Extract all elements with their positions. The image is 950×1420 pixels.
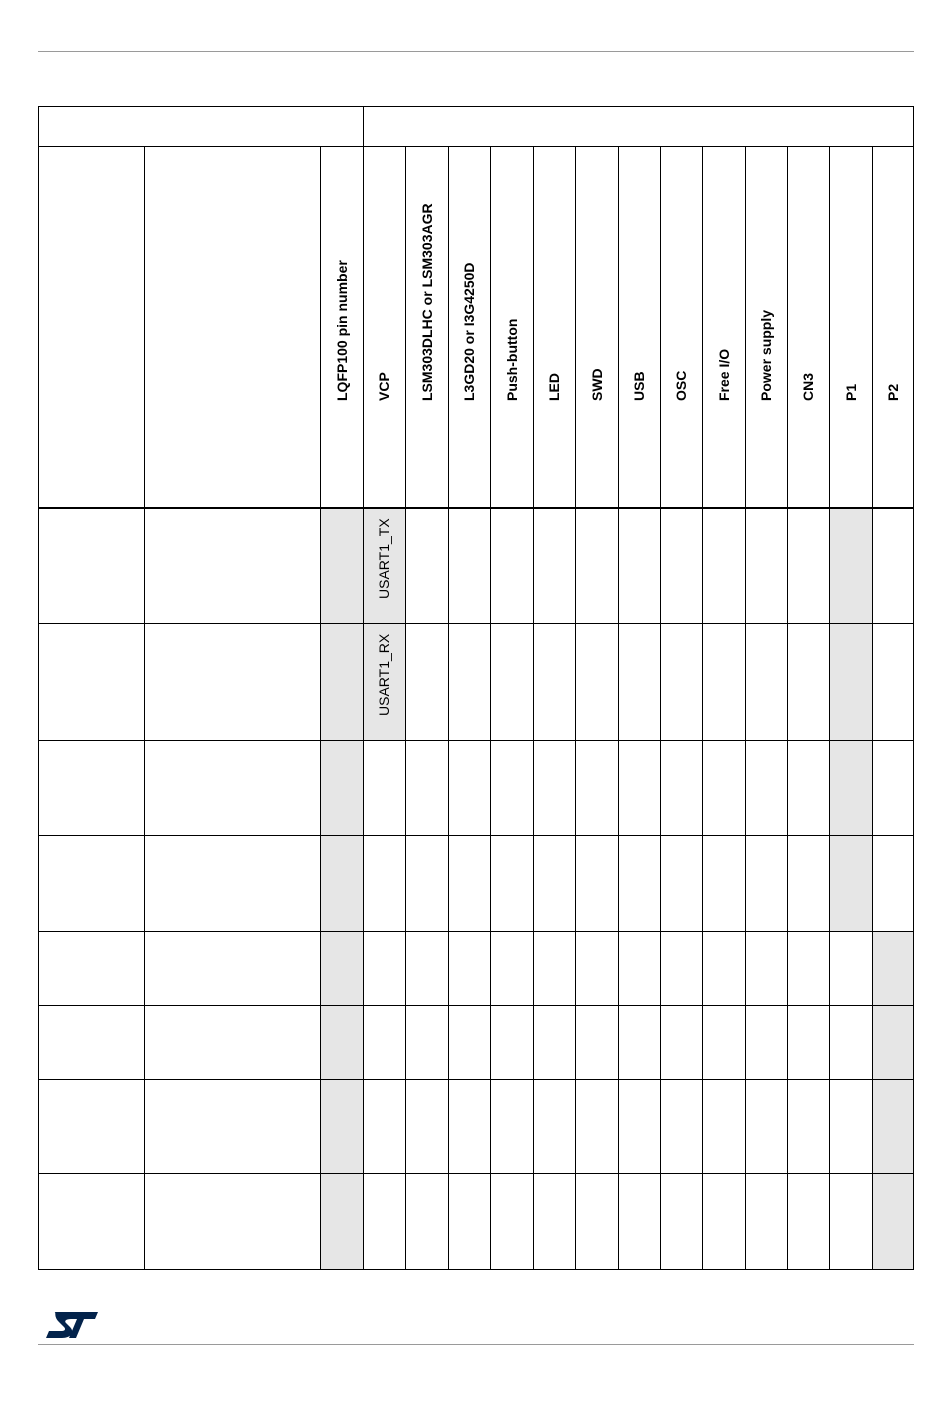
table-cell-vcp (363, 507, 405, 623)
table-cell-cn3 (787, 507, 829, 623)
table-cell-cn3 (787, 1173, 829, 1270)
column-header-label: CN3 (800, 372, 816, 401)
group-divider (38, 146, 914, 147)
column-header-p2 (872, 146, 914, 507)
table-cell-p1 (829, 1079, 872, 1173)
table-cell-osc (660, 1079, 702, 1173)
table-cell-lqfp (320, 1079, 363, 1173)
table-cell-usb (618, 623, 660, 740)
column-divider (660, 146, 661, 1270)
table-left-border (38, 106, 39, 1270)
table-cell-vcp (363, 1005, 405, 1079)
row-divider (38, 835, 914, 836)
table-cell-lqfp (320, 740, 363, 835)
table-cell-freeio (702, 1173, 745, 1270)
st-logo-icon (44, 1310, 100, 1340)
table-cell-label (38, 507, 144, 623)
column-header-label: P2 (885, 383, 901, 401)
table-cell-push (490, 507, 533, 623)
column-header-osc (660, 146, 702, 507)
table-cell-osc (660, 835, 702, 931)
bottom-rule (38, 1344, 914, 1345)
table-cell-vcp (363, 835, 405, 931)
table-cell-osc (660, 623, 702, 740)
table-cell-cn3 (787, 623, 829, 740)
table-cell-l3g (448, 1079, 490, 1173)
table-cell-swd (575, 1173, 618, 1270)
row-divider (38, 1173, 914, 1174)
column-divider (702, 146, 703, 1270)
table-cell-osc (660, 931, 702, 1005)
table-cell-freeio (702, 835, 745, 931)
table-cell-lsm (405, 1005, 448, 1079)
table-cell-power (745, 507, 787, 623)
table-cell-led (533, 740, 575, 835)
table-cell-label (38, 835, 144, 931)
vcp-signal-label: USART1_RX (376, 633, 392, 716)
table-cell-l3g (448, 507, 490, 623)
column-header-push (490, 146, 533, 507)
table-cell-lsm (405, 1173, 448, 1270)
column-header-label: Free I/O (715, 348, 732, 401)
table-cell-p2 (872, 1079, 914, 1173)
table-cell-freeio (702, 623, 745, 740)
table-cell-vcp (363, 931, 405, 1005)
column-header-label: Push-button (503, 318, 520, 401)
table-cell-l3g (448, 623, 490, 740)
row-divider (38, 1079, 914, 1080)
column-header-label: L3GD20 or I3G4250D (461, 262, 477, 401)
vcp-signal-label: USART1_TX (376, 518, 392, 599)
table-cell-push (490, 623, 533, 740)
table-cell-lqfp (320, 623, 363, 740)
column-divider (144, 146, 145, 1270)
table-cell-usb (618, 931, 660, 1005)
table-cell-power (745, 931, 787, 1005)
table-cell-vcp (363, 740, 405, 835)
column-divider (490, 146, 491, 1270)
column-header-l3g (448, 146, 490, 507)
table-cell-led (533, 1005, 575, 1079)
column-header-label: OSC (673, 370, 689, 401)
table-cell-lqfp (320, 931, 363, 1005)
table-cell-p2 (872, 835, 914, 931)
table-cell-cn3 (787, 740, 829, 835)
table-cell-p1 (829, 1005, 872, 1079)
column-header-cn3 (787, 146, 829, 507)
table-cell-desc (144, 623, 320, 740)
table-cell-vcp (363, 623, 405, 740)
table-cell-desc (144, 740, 320, 835)
table-cell-osc (660, 1005, 702, 1079)
table-cell-p2 (872, 623, 914, 740)
column-divider (618, 146, 619, 1270)
table-cell-power (745, 1005, 787, 1079)
table-cell-osc (660, 507, 702, 623)
table-cell-usb (618, 740, 660, 835)
table-cell-l3g (448, 1173, 490, 1270)
table-top-border (38, 106, 914, 107)
table-cell-lqfp (320, 507, 363, 623)
table-cell-freeio (702, 507, 745, 623)
table-cell-cn3 (787, 1079, 829, 1173)
table-cell-lsm (405, 835, 448, 931)
table-cell-lsm (405, 931, 448, 1005)
table-cell-push (490, 931, 533, 1005)
table-cell-p2 (872, 1173, 914, 1270)
column-divider (872, 146, 873, 1270)
table-cell-p1 (829, 931, 872, 1005)
table-cell-label (38, 623, 144, 740)
group-split-line (363, 106, 364, 1270)
table-cell-led (533, 931, 575, 1005)
column-divider (745, 146, 746, 1270)
table-cell-swd (575, 1005, 618, 1079)
table-cell-power (745, 1173, 787, 1270)
column-divider (787, 146, 788, 1270)
table-cell-freeio (702, 931, 745, 1005)
top-rule (38, 51, 914, 52)
table-cell-l3g (448, 835, 490, 931)
table-cell-push (490, 1173, 533, 1270)
pin-assignment-table (38, 106, 914, 1270)
row-divider (38, 623, 914, 624)
table-cell-p1 (829, 623, 872, 740)
table-cell-freeio (702, 1079, 745, 1173)
column-header-label: USB (631, 371, 647, 401)
table-cell-p1 (829, 740, 872, 835)
column-divider (320, 146, 321, 1270)
table-cell-usb (618, 507, 660, 623)
table-cell-vcp (363, 1079, 405, 1173)
table-cell-l3g (448, 740, 490, 835)
table-cell-swd (575, 1079, 618, 1173)
table-bottom-border (38, 1269, 914, 1270)
row-divider (38, 1005, 914, 1006)
table-cell-freeio (702, 740, 745, 835)
table-cell-power (745, 740, 787, 835)
table-cell-p1 (829, 1173, 872, 1270)
table-cell-lqfp (320, 1005, 363, 1079)
table-cell-led (533, 1173, 575, 1270)
table-cell-label (38, 1173, 144, 1270)
table-cell-lsm (405, 1079, 448, 1173)
table-cell-desc (144, 1005, 320, 1079)
table-cell-label (38, 1079, 144, 1173)
table-cell-cn3 (787, 835, 829, 931)
row-divider (38, 740, 914, 741)
table-cell-vcp (363, 1173, 405, 1270)
table-cell-osc (660, 1173, 702, 1270)
table-cell-desc (144, 835, 320, 931)
table-cell-push (490, 1005, 533, 1079)
table-right-border (913, 106, 914, 1270)
table-cell-swd (575, 931, 618, 1005)
table-cell-push (490, 835, 533, 931)
column-divider (829, 146, 830, 1270)
column-header-lqfp (320, 146, 363, 507)
table-cell-label (38, 740, 144, 835)
table-cell-p1 (829, 835, 872, 931)
table-cell-lsm (405, 507, 448, 623)
table-cell-osc (660, 740, 702, 835)
column-divider (533, 146, 534, 1270)
table-cell-desc (144, 1173, 320, 1270)
table-cell-swd (575, 835, 618, 931)
column-header-usb (618, 146, 660, 507)
table-cell-lsm (405, 740, 448, 835)
table-cell-lqfp (320, 1173, 363, 1270)
column-header-led (533, 146, 575, 507)
table-cell-p2 (872, 931, 914, 1005)
table-cell-led (533, 623, 575, 740)
table-cell-label (38, 1005, 144, 1079)
table-cell-push (490, 1079, 533, 1173)
table-cell-p2 (872, 1005, 914, 1079)
table-cell-power (745, 1079, 787, 1173)
column-header-label: P1 (842, 383, 859, 401)
column-header-label: Power supply (758, 309, 774, 401)
column-header-lsm (405, 146, 448, 507)
header-bottom-border (38, 507, 914, 509)
column-header-p1 (829, 146, 872, 507)
column-divider (405, 146, 406, 1270)
table-cell-usb (618, 835, 660, 931)
table-cell-led (533, 835, 575, 931)
table-cell-l3g (448, 931, 490, 1005)
table-cell-led (533, 507, 575, 623)
column-header-swd (575, 146, 618, 507)
column-header-label: LED (546, 373, 562, 401)
table-cell-swd (575, 623, 618, 740)
table-cell-swd (575, 507, 618, 623)
column-header-label: LSM303DLHC or LSM303AGR (418, 203, 435, 401)
table-cell-desc (144, 507, 320, 623)
column-header-label: SWD (588, 368, 605, 401)
table-cell-power (745, 835, 787, 931)
column-header-vcp (363, 146, 405, 507)
table-cell-push (490, 740, 533, 835)
table-cell-p2 (872, 507, 914, 623)
table-cell-cn3 (787, 931, 829, 1005)
table-cell-desc (144, 931, 320, 1005)
table-cell-p2 (872, 740, 914, 835)
table-cell-led (533, 1079, 575, 1173)
column-divider (575, 146, 576, 1270)
table-cell-lsm (405, 623, 448, 740)
table-cell-usb (618, 1173, 660, 1270)
table-cell-desc (144, 1079, 320, 1173)
column-header-label: LQFP100 pin number (333, 260, 350, 401)
table-cell-swd (575, 740, 618, 835)
column-divider (448, 146, 449, 1270)
table-cell-p1 (829, 507, 872, 623)
row-divider (38, 931, 914, 932)
column-header-label: VCP (376, 372, 392, 401)
table-cell-lqfp (320, 835, 363, 931)
table-cell-cn3 (787, 1005, 829, 1079)
table-cell-l3g (448, 1005, 490, 1079)
table-cell-freeio (702, 1005, 745, 1079)
table-cell-usb (618, 1005, 660, 1079)
table-cell-usb (618, 1079, 660, 1173)
table-cell-label (38, 931, 144, 1005)
table-cell-power (745, 623, 787, 740)
column-header-freeio (702, 146, 745, 507)
column-header-power (745, 146, 787, 507)
